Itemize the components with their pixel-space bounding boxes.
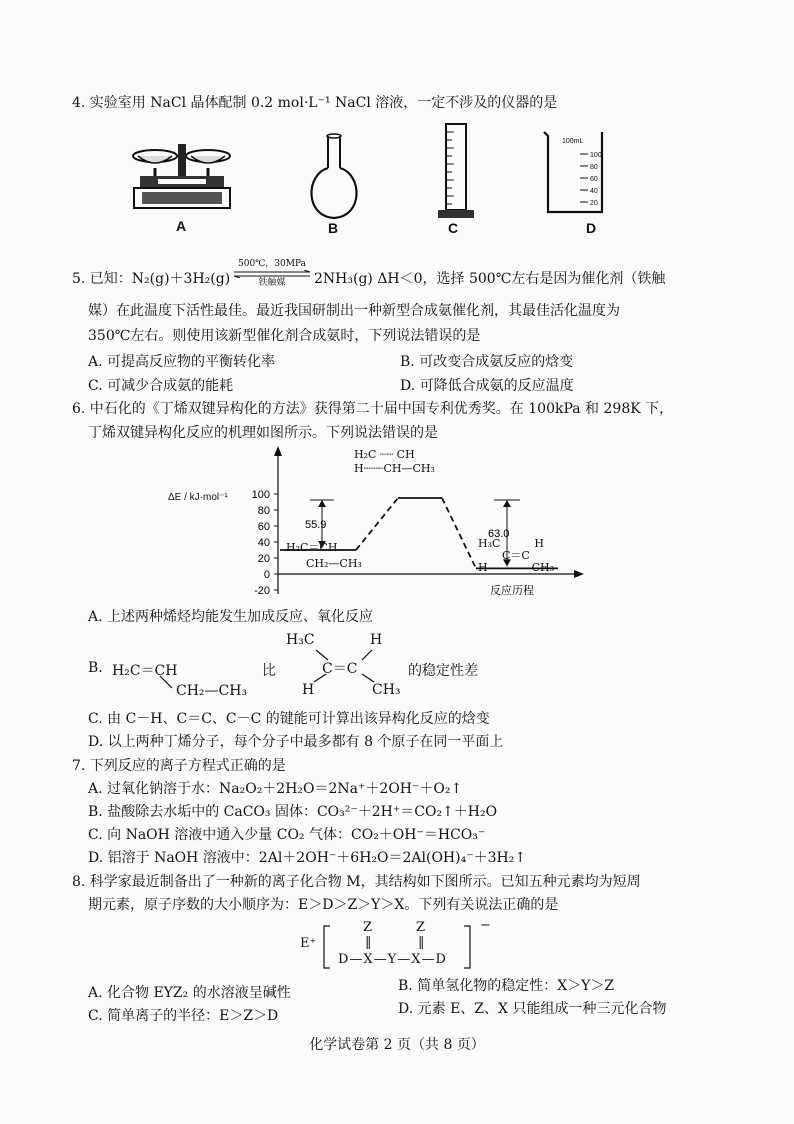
delta-1-head-up [318, 500, 326, 507]
option-b-label: B [328, 220, 339, 236]
product-ch3: CH₃ [531, 561, 555, 574]
q6-option-b-suffix: 的稳定性差 [408, 663, 478, 679]
q5-stem-post: 2NH₃(g) ΔH＜0，选择 500℃左右是因为催化剂（铁触 [314, 271, 666, 287]
q5-option-c: C. 可减少合成氨的能耗 [88, 378, 234, 394]
struct-left-bond [156, 676, 176, 690]
q6-line2: 丁烯双键异构化反应的机理如图所示。下列说法错误的是 [88, 425, 438, 441]
y-tick-label: 100 [251, 489, 270, 501]
q8-line1: 8. 科学家最近制备出了一种新的离子化合物 M，其结构如下图所示。已知五种元素均为短周 [72, 874, 641, 890]
q8-line2: 期元素，原子序数的大小顺序为：E＞D＞Z＞Y＞X。下列有关说法正确的是 [88, 897, 559, 913]
delta-2-value: 63.0 [488, 528, 510, 541]
struct-right-bl: H [302, 682, 315, 698]
delta-1-value: 55.9 [305, 519, 327, 531]
page-footer: 化学试卷第 2 页（共 8 页） [309, 1037, 485, 1053]
option-c-label: C [448, 220, 459, 236]
beaker-apparatus [540, 128, 610, 214]
ionic-structure [296, 918, 496, 974]
reactant-ts-path [356, 498, 398, 550]
y-tick-label: 40 [257, 537, 270, 549]
q8-option-c: C. 简单离子的半径：E＞Z＞D [88, 1008, 279, 1024]
struct-left-bottom: CH₂—CH₃ [176, 683, 248, 699]
q6-option-a: A. 上述两种烯烃均能发生加成反应、氧化反应 [88, 609, 374, 625]
beaker-tick: 60 [590, 176, 598, 183]
reactant-line2: CH₂—CH₃ [306, 557, 362, 570]
ts-line1: H₂C ┈┈ CH [354, 448, 415, 461]
q5-line3: 350℃左右。则使用该新型催化剂合成氨时，下列说法错误的是 [88, 328, 481, 344]
cation-label: E⁺ [300, 936, 317, 951]
q5-option-a: A. 可提高反应物的平衡转化率 [88, 354, 276, 370]
y-tick-label: 60 [257, 521, 270, 533]
product-h-bot: H [478, 561, 488, 574]
beaker-label: 100mL [562, 138, 584, 145]
z-atom-2: Z [416, 920, 426, 935]
reactant-label [286, 540, 362, 572]
beaker-tick: 40 [590, 188, 598, 195]
energy-diagram [160, 444, 600, 604]
z-atom-1: Z [363, 920, 373, 935]
reactant-line1: H₂C＝CH [286, 541, 338, 554]
q5-stem-pre: 5. 已知：N₂(g)＋3H₂(g) [72, 271, 231, 287]
option-a-label: A [176, 218, 187, 234]
ts-product-path [442, 498, 476, 568]
y-tick-label: -20 [254, 585, 270, 597]
product-label [478, 538, 578, 574]
q6-option-c: C. 由 C－H、C＝C、C－C 的键能可计算出该异构化反应的焓变 [88, 711, 490, 727]
struct-left-top: H₂C＝CH [112, 663, 178, 679]
q5-option-d: D. 可降低合成氨的反应温度 [400, 378, 574, 394]
double-bond-1: ‖ [365, 935, 372, 950]
y-axis-label: ΔE / kJ·mol⁻¹ [168, 492, 228, 503]
graduated-cylinder [436, 120, 476, 220]
y-tick-label: 20 [257, 553, 270, 565]
q6-option-b-prefix: B. [88, 660, 103, 676]
q6-option-b-mid: 比 [262, 663, 276, 679]
q4-stem: 4. 实验室用 NaCl 晶体配制 0.2 mol·L⁻¹ NaCl 溶液，一定不涉及的仪器的是 [72, 95, 558, 111]
balance-apparatus [128, 140, 238, 218]
q8-option-d: D. 元素 E、Z、X 只能组成一种三元化合物 [398, 1001, 667, 1017]
beaker-tick: 100 [590, 152, 602, 159]
volumetric-flask [302, 132, 366, 222]
product-h-top: H [534, 537, 545, 550]
q5-line2: 媒）在此温度下活性最佳。最近我国研制出一种新型合成氨催化剂，其最佳活化温度为 [88, 303, 620, 319]
struct-right-tr: H [370, 632, 383, 648]
q7-option-c: C. 向 NaOH 溶液中通入少量 CO₂ 气体：CO₂＋OH⁻＝HCO₃⁻ [88, 827, 486, 843]
condition-bottom: 铁触媒 [258, 278, 286, 288]
x-axis-label: 反应历程 [490, 585, 534, 597]
reaction-condition [232, 259, 312, 289]
y-tick-label: 80 [257, 505, 270, 517]
q8-option-a: A. 化合物 EYZ₂ 的水溶液呈碱性 [88, 985, 291, 1001]
beaker-tick: 20 [590, 200, 598, 207]
q7-option-d: D. 铝溶于 NaOH 溶液中：2Al＋2OH⁻＋6H₂O＝2Al(OH)₄⁻＋3H₂↑ [88, 850, 527, 866]
ts-line2: H┈┈┈CH—CH₃ [354, 462, 435, 475]
beaker-tick: 80 [590, 164, 598, 171]
q6-option-d: D. 以上两种丁烯分子，每个分子中最多都有 8 个原子在同一平面上 [88, 734, 504, 750]
q5-option-b: B. 可改变合成氨反应的焓变 [400, 354, 574, 370]
struct-right-tl: H₃C [286, 632, 315, 648]
q7-option-a: A. 过氧化钠溶于水：Na₂O₂＋2H₂O＝2Na⁺＋2OH⁻＋O₂↑ [88, 781, 463, 797]
y-tick-label: 0 [263, 569, 270, 581]
double-bond-2: ‖ [418, 935, 425, 950]
struct-right-br: CH₃ [372, 682, 401, 698]
struct-right-mid: C＝C [322, 661, 358, 677]
product-cc: C＝C [502, 549, 530, 562]
delta-2-head-up [503, 500, 511, 507]
q6-line1: 6. 中石化的《丁烯双键异构化的方法》获得第二十届中国专利优秀奖。在 100kPa 和 298K 下， [72, 401, 674, 417]
anion-charge: − [480, 918, 491, 933]
option-d-label: D [586, 220, 597, 236]
anion-chain: D—X—Y—X—D [338, 952, 447, 967]
q7-stem: 7. 下列反应的离子方程式正确的是 [72, 758, 286, 774]
condition-top: 500℃，30MPa [238, 259, 306, 269]
ts-label [354, 448, 435, 476]
product-h3c: H₃C [478, 537, 501, 550]
q8-option-b: B. 简单氢化物的稳定性：X＞Y＞Z [398, 978, 615, 994]
q7-option-b: B. 盐酸除去水垢中的 CaCO₃ 固体：CO₃²⁻＋2H⁺＝CO₂↑＋H₂O [88, 804, 498, 820]
